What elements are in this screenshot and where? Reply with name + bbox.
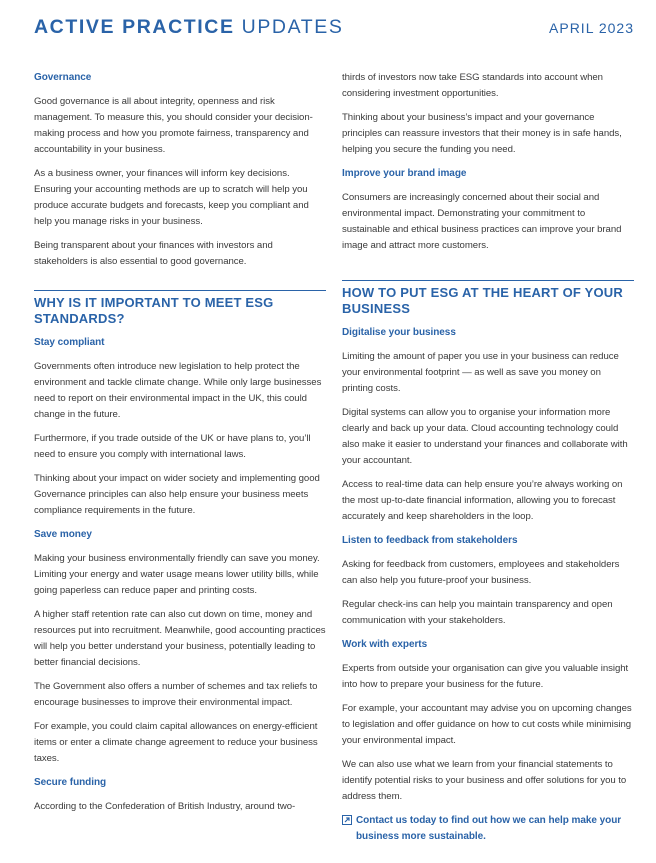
experts-heading: Work with experts	[342, 639, 428, 650]
external-link-arrow-icon	[342, 815, 352, 825]
right-column	[342, 70, 634, 845]
left-column	[34, 70, 326, 823]
why-section-title: WHY IS IT IMPORTANT TO MEET ESG STANDARDS?	[34, 295, 274, 326]
paragraph: As a business owner, your finances will inform key decisions. Ensuring your accounting methods are up to scratch will help you produce accurate budgets and forecasts, keep you compliant and help you manage risks in your business.	[34, 168, 309, 227]
paragraph: For example, your accountant may advise you on upcoming changes to legislation and offer guidance on how to cut costs while minimising your environmental impact.	[342, 703, 632, 746]
paragraph: Thinking about your business’s impact and your governance principles can reassure investors that their money is in safe hands, helping you secure the funding you need.	[342, 112, 622, 155]
digitalise-heading: Digitalise your business	[342, 327, 456, 338]
paragraph: Asking for feedback from customers, employees and stakeholders can also help you future-proof your business.	[342, 559, 620, 586]
brand-bold: ACTIVE PRACTICE	[34, 16, 235, 38]
paragraph: Being transparent about your finances with investors and stakeholders is also essential to good governance.	[34, 240, 273, 267]
paragraph: thirds of investors now take ESG standards into account when considering investment opportunities.	[342, 72, 603, 99]
paragraph: For example, you could claim capital allowances on energy-efficient items or enter a climate change agreement to reduce your business taxes.	[34, 721, 318, 764]
governance-heading: Governance	[34, 72, 92, 83]
paragraph: Access to real-time data can help ensure you’re always working on the most up-to-date financial information, allowing you to forecast accurately and keep shareholders in the loop.	[342, 479, 623, 522]
contact-cta[interactable]	[342, 813, 634, 845]
paragraph: Thinking about your impact on wider society and implementing good Governance principles can also help ensure your business meets compliance requirements in the future.	[34, 473, 320, 516]
masthead	[34, 16, 634, 42]
paragraph: Good governance is all about integrity, openness and risk management. To measure this, you should consider your decision-making process and how you promote fairness, transparency and accountability in your business.	[34, 96, 313, 155]
feedback-heading: Listen to feedback from stakeholders	[342, 535, 518, 546]
how-section	[342, 280, 634, 845]
newsletter-title	[34, 16, 344, 39]
paragraph: Digital systems can allow you to organise your information more clearly and back up your data. Cloud accounting technology could also make it easier to understand your finances and collaborate with your accountant.	[342, 407, 628, 466]
paragraph: Governments often introduce new legislation to help protect the environment and tackle climate change. While only large businesses need to report on their environmental impact in the UK, this could change in the future.	[34, 361, 322, 420]
secure-funding-heading: Secure funding	[34, 777, 107, 788]
brand-light: UPDATES	[241, 16, 344, 38]
paragraph: Regular check-ins can help you maintain transparency and open communication with your stakeholders.	[342, 599, 613, 626]
paragraph: Consumers are increasingly concerned about their social and environmental impact. Demonstrating your commitment to sustainable and ethical business practices can improve your brand image and attract more customers.	[342, 192, 622, 251]
issue-date: APRIL 2023	[549, 20, 634, 36]
brand-image-heading: Improve your brand image	[342, 168, 467, 179]
paragraph: Experts from outside your organisation can give you valuable insight into how to prepare your business for the future.	[342, 663, 629, 690]
paragraph: Making your business environmentally friendly can save you money. Limiting your energy and water usage means lower utility bills, while going paperless can reduce paper and printing costs.	[34, 553, 320, 596]
paragraph: According to the Confederation of British Industry, around two-	[34, 801, 296, 812]
paragraph: A higher staff retention rate can also cut down on time, money and resources put into recruitment. Meanwhile, good accounting practices will help you better understand your business, potentially leading to better financial decisions.	[34, 609, 326, 668]
paragraph: The Government also offers a number of schemes and tax reliefs to encourage businesses to improve their environmental impact.	[34, 681, 318, 708]
paragraph: We can also use what we learn from your financial statements to identify potential risks to your business and offer solutions for you to address them.	[342, 759, 627, 802]
paragraph: Limiting the amount of paper you use in your business can reduce your environmental footprint — as well as save you money on printing costs.	[342, 351, 619, 394]
how-section-title: HOW TO PUT ESG AT THE HEART OF YOUR BUSINESS	[342, 285, 623, 316]
paragraph: Furthermore, if you trade outside of the UK or have plans to, you’ll need to ensure you comply with international laws.	[34, 433, 311, 460]
stay-compliant-heading: Stay compliant	[34, 337, 105, 348]
contact-cta-text: Contact us today to find out how we can help make your business more sustainable.	[356, 815, 622, 842]
save-money-heading: Save money	[34, 529, 92, 540]
why-section	[34, 290, 326, 815]
